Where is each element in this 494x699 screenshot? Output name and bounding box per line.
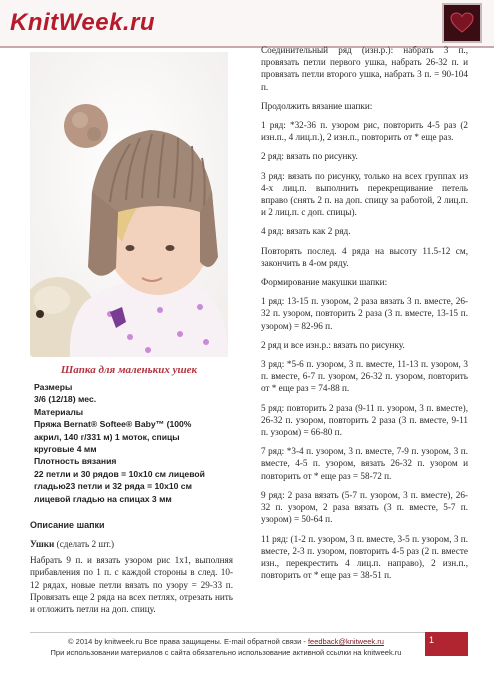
sizes-value: 3/6 (12/18) мес. — [34, 394, 97, 405]
site-logo[interactable]: KnitWeek.ru — [10, 9, 156, 36]
gauge-value: 22 петли и 30 рядов = 10х10 см лицевой гладью23 петли и 32 ряда = 10х10 см лицевой гладью на спицах 3 мм — [34, 468, 205, 504]
feedback-email-link[interactable]: feedback@knitweek.ru — [307, 637, 384, 646]
photo-caption: Шапка для маленьких ушек — [60, 364, 198, 376]
instruction-paragraph: 1 ряд: 13-15 п. узором, 2 раза вязать 3 п. вместе, 26-32 п. узором, повторить 2 раза (3 п. вместе, 13-15 п. узором) = 82-96 п. — [261, 296, 468, 331]
gauge-title: Плотность вязания — [34, 456, 117, 467]
materials-title: Материалы — [34, 406, 84, 417]
sizes-title: Размеры — [34, 382, 73, 392]
instructions-column — [261, 44, 468, 588]
description-title: Описание шапки — [30, 520, 105, 530]
instruction-paragraph: 2 ряд и все изн.р.: вязать по рисунку. — [261, 339, 405, 350]
footer-divider — [30, 632, 468, 633]
specs-block — [34, 381, 234, 505]
instruction-paragraph: 2 ряд: вязать по рисунку. — [261, 151, 358, 162]
instruction-paragraph: Повторять послед. 4 ряда на высоту 11.5-12 см, закончить в 4-ом ряду. — [261, 245, 468, 268]
ears-title: Ушки — [30, 539, 55, 549]
ears-heading — [30, 538, 233, 550]
instruction-paragraph: 4 ряд: вязать как 2 ряд. — [261, 226, 351, 237]
heart-icon — [450, 12, 474, 34]
instruction-paragraph: 9 ряд: 2 раза вязать (5-7 п. узором, 3 п. вместе), 26-32 п. узором, 2 раза вязать (3 п. вместе, 5-7 п. узором) = 50-64 п. — [261, 489, 468, 525]
materials-value: Пряжа Bernat® Softee® Baby™ (100% акрил, 140 г/331 м) 1 моток, спицы круговые 4 мм — [34, 419, 192, 455]
instruction-paragraph: 11 ряд: (1-2 п. узором, 3 п. вместе, 3-5 п. узором, 3 п. вместе, 2-3 п. узором, повторить 4-5 раз (2 п. вместе изн., перекрестить 4 лиц.п. направо), 2 изн.п., повторить от * еще раз = 38-51 п. — [261, 533, 468, 581]
instruction-paragraph: 3 ряд: вязать по рисунку, только на всех группах из 4-х лиц.п. выполнить перекрещивание петель вправо (снять 2 п. на доп. спицу за работой, 2 лиц.п. и 2 лиц.п. с доп. спицы). — [261, 170, 468, 218]
instruction-paragraph: Продолжить вязание шапки: — [261, 100, 373, 111]
copyright-line — [30, 636, 422, 647]
instruction-paragraph: Соединительный ряд (изн.р.): набрать 3 п., провязать петли первого ушка, набрать 26-32 п. и провязать петли второго ушка, набрать 3 п. = 90-104 п. — [261, 45, 468, 92]
instruction-paragraph: 3 ряд: *5-6 п. узором, 3 п. вместе, 11-13 п. узором, 3 п. вместе, 6-7 п. узором, 26-32 п. узором, повторить от * еще раз = 74-88 п. — [261, 359, 468, 394]
ears-note: (сделать 2 шт.) — [54, 539, 115, 549]
instruction-paragraph: 7 ряд: *3-4 п. узором, 3 п. вместе, 7-9 п. узором, 3 п. вместе, 4-5 п. узором, вязать 26-32 п. узором и повторить от * еще раз = 58-72 п. — [261, 446, 468, 481]
header-bar — [0, 0, 494, 46]
page-number: 1 — [425, 632, 468, 656]
instruction-paragraph: 1 ряд: *32-36 п. узором рис, повторить 4-5 раз (2 изн.п., 4 лиц.п.), 2 изн.п., повторить от * еще раз. — [261, 120, 468, 143]
copyright-text: © 2014 by knitweek.ru Все права защищены. E-mail обратной связи - — [68, 637, 308, 646]
ears-section — [30, 538, 233, 615]
instruction-paragraph: 5 ряд: повторить 2 раза (9-11 п. узором, 3 п. вместе), 26-32 п. узором, повторить 2 раза (3 п. вместе, 9-11 п. узором) = 66-80 п. — [261, 402, 468, 438]
heart-badge — [442, 3, 482, 43]
instruction-paragraph: Формирование макушки шапки: — [261, 277, 388, 288]
footer — [30, 636, 422, 658]
ears-text: Набрать 9 п. и вязать узором рис 1х1, выполняя прибавления по 1 п. с каждой стороны в след. 10-12 рядах, новые петли вязать по узору = 29-33 п. Провязать еще 2 ряда на всех петлях, отрезать нить и отложить петли на доп. спицу. — [30, 555, 233, 615]
baby-hat-photo — [30, 52, 228, 357]
usage-note: При использовании материалов с сайта обязательно использование активной ссылки на knitweek.ru — [50, 648, 402, 657]
